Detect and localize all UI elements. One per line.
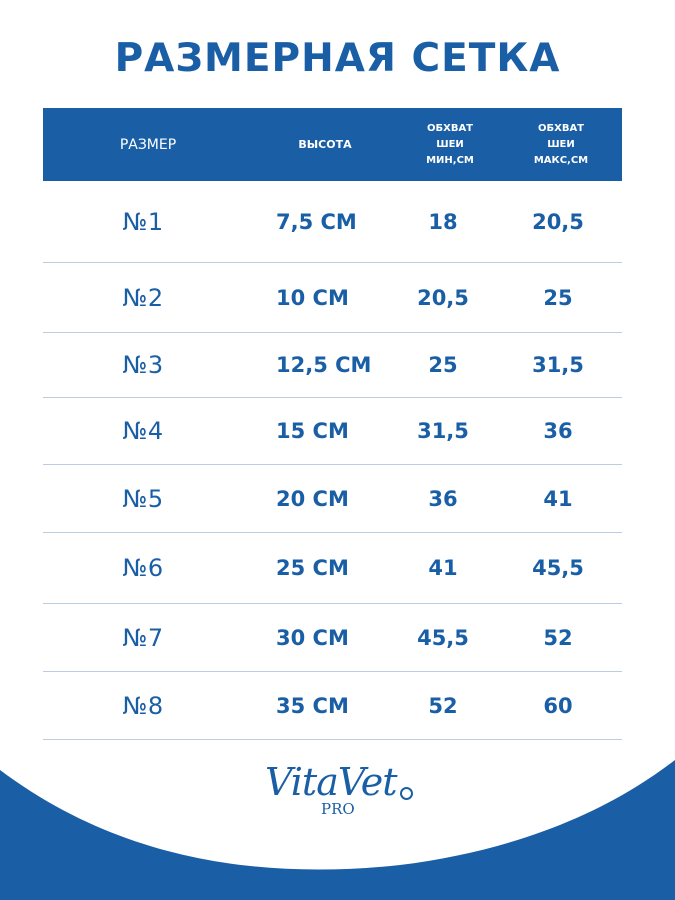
table-row	[43, 181, 622, 263]
cell-neck-min: 31,5	[417, 419, 469, 443]
cell-height: 7,5 СМ	[276, 209, 357, 234]
cell-height: 15 СМ	[276, 419, 349, 443]
cell-neck-max: 20,5	[532, 209, 584, 234]
cell-height: 20 СМ	[276, 486, 349, 511]
table-row	[43, 533, 622, 604]
cell-neck-max: 52	[543, 625, 573, 650]
header-height: ВЫСОТА	[298, 138, 352, 151]
table-row	[43, 672, 622, 740]
table-row	[43, 398, 622, 465]
cell-height: 25 СМ	[276, 556, 349, 580]
cell-height: 12,5 СМ	[276, 353, 372, 377]
cell-neck-max: 31,5	[532, 353, 584, 377]
cell-size: №2	[122, 283, 164, 312]
cell-neck-min: 41	[428, 556, 458, 580]
cell-size: №3	[122, 351, 164, 379]
cell-neck-max: 41	[543, 486, 573, 511]
cell-size: №1	[122, 207, 164, 236]
cell-neck-min: 20,5	[417, 285, 469, 310]
cell-size: №5	[122, 484, 164, 513]
cell-neck-min: 25	[428, 353, 458, 377]
cell-height: 10 СМ	[276, 285, 349, 310]
cell-neck-max: 36	[543, 419, 573, 443]
table-row	[43, 465, 622, 533]
cell-neck-min: 36	[428, 486, 458, 511]
cell-neck-max: 60	[543, 693, 573, 718]
cell-neck-min: 18	[428, 209, 458, 234]
cell-height: 30 СМ	[276, 625, 349, 650]
cell-size: №6	[122, 554, 164, 582]
stethoscope-icon	[400, 787, 413, 800]
table-header	[43, 108, 622, 181]
cell-neck-max: 45,5	[532, 556, 584, 580]
header-neck-min: ОБХВАТ ШЕИ МИН,СМ	[426, 122, 474, 166]
cell-neck-max: 25	[543, 285, 573, 310]
cell-neck-min: 45,5	[417, 625, 469, 650]
vitavet-logo	[255, 760, 425, 830]
header-size: РАЗМЕР	[119, 136, 177, 153]
cell-size: №8	[122, 691, 164, 720]
table-row	[43, 604, 622, 672]
cell-size: №7	[122, 623, 164, 652]
cell-neck-min: 52	[428, 693, 458, 718]
cell-height: 35 СМ	[276, 693, 349, 718]
table-row	[43, 263, 622, 333]
logo-brand: VitaVet	[265, 760, 397, 804]
table-row	[43, 333, 622, 398]
logo-sub: PRO	[321, 800, 355, 818]
page-title: РАЗМЕРНАЯ СЕТКА	[114, 36, 561, 81]
cell-size: №4	[122, 417, 164, 445]
header-neck-max: ОБХВАТ ШЕИ МАКС,СМ	[533, 122, 589, 166]
